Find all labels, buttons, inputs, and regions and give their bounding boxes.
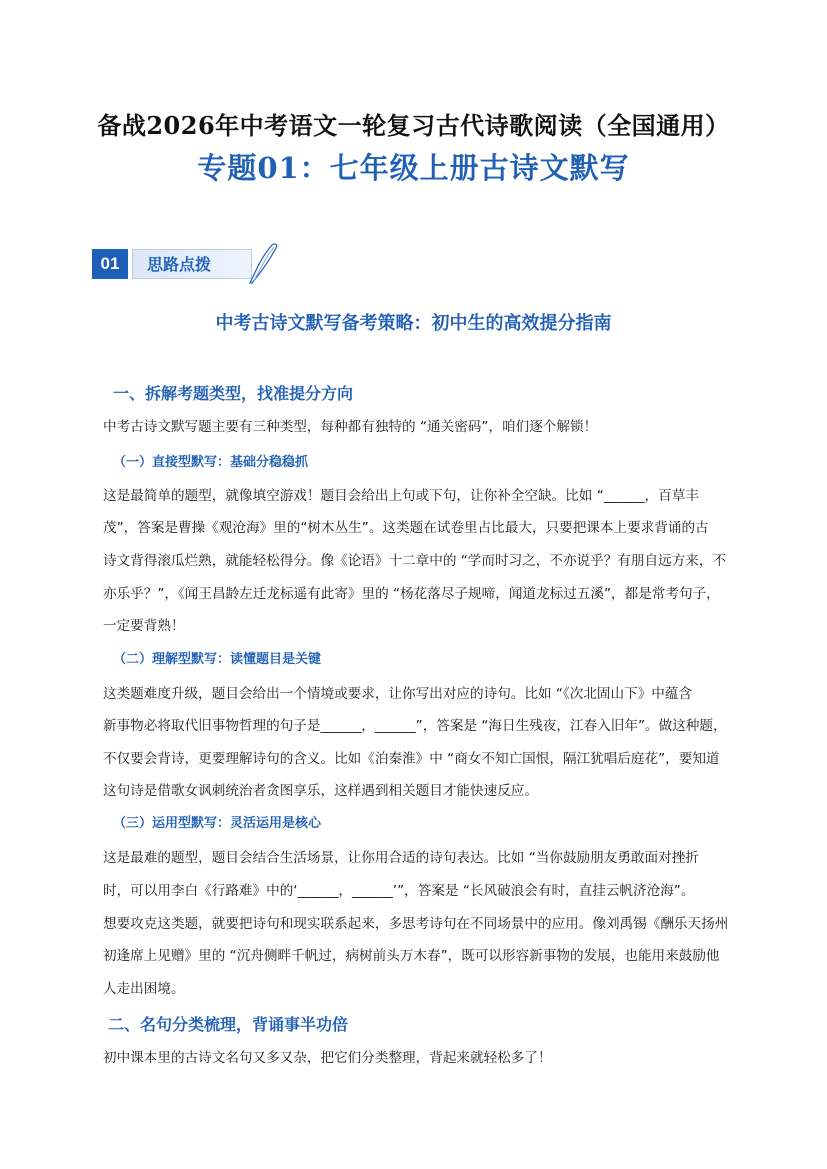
sub2-line: 这句诗是借歌女讽刺统治者贪图享乐，这样遇到相关题目才能快速反应。	[103, 783, 538, 799]
sub2-line: 新事物必将取代旧事物哲理的句子是______，______”，答案是 “海日生残夜，江春入旧年”。做这种题，	[103, 718, 727, 734]
sub1-heading: （一）直接型默写：基础分稳稳抓	[113, 455, 309, 470]
badge-number: 01	[92, 249, 128, 279]
sub1-line: 茂”，答案是曹操《观沧海》里的“树木丛生”。这类题在试卷里占比最大，只要把课本上要求背诵的古	[103, 520, 709, 536]
sub3-line: 时，可以用李白《行路难》中的‘______，______’”，答案是 “长风破浪会有时，直挂云帆济沧海”。	[103, 883, 695, 899]
sub3-line: 这是最难的题型，题目会结合生活场景，让你用合适的诗句表达。比如 “当你鼓励朋友勇敢面对挫折	[103, 850, 699, 866]
sub3-line: 想要攻克这类题，就要把诗句和现实联系起来，多思考诗句在不同场景中的应用。像刘禹锡《酬乐天扬州	[103, 916, 729, 932]
topic-title: 专题01：七年级上册古诗文默写	[197, 151, 630, 185]
section2-heading: 二、名句分类梳理，背诵事半功倍	[108, 1015, 349, 1034]
sub2-line: 这类题难度升级，题目会给出一个情境或要求，让你写出对应的诗句。比如 “《次北固山下》中蕴含	[103, 686, 693, 702]
section1-intro: 中考古诗文默写题主要有三种类型，每种都有独特的 “通关密码”，咱们逐个解锁！	[103, 419, 598, 435]
sub2-line: 不仅要会背诗，更要理解诗句的含义。比如《泊秦淮》中 “商女不知亡国恨，隔江犹唱后庭花”，要知道	[103, 751, 720, 767]
section2-intro: 初中课本里的古诗文名句又多又杂，把它们分类整理，背起来就轻松多了！	[103, 1050, 552, 1066]
sub3-line: 初逢席上见赠》里的 “沉舟侧畔千帆过，病树前头万木春”，既可以形容新事物的发展，也能用来鼓励他	[103, 948, 720, 964]
feather-decoration-icon	[242, 241, 282, 285]
sub1-line: 诗文背得滚瓜烂熟，就能轻松得分。像《论语》十二章中的 “学而时习之，不亦说乎？有朋自远方来，不	[103, 553, 727, 569]
document-title: 备战2026年中考语文一轮复习古代诗歌阅读（全国通用）	[97, 111, 730, 140]
sub1-line: 一定要背熟！	[103, 618, 185, 634]
sub1-line: 亦乐乎？”，《闻王昌龄左迁龙标遥有此寄》里的 “杨花落尽子规啼，闻道龙标过五溪”，都是常考句子，	[103, 586, 720, 602]
sub2-heading: （二）理解型默写：读懂题目是关键	[113, 652, 322, 667]
sub3-line: 人走出困境。	[103, 981, 185, 997]
sub1-line: 这是最简单的题型，就像填空游戏！题目会给出上句或下句，让你补全空缺。比如 “______，百草丰	[103, 488, 699, 504]
badge-label: 思路点拨	[132, 249, 252, 279]
section1-heading: 一、拆解考题类型，找准提分方向	[113, 384, 354, 403]
sub3-heading: （三）运用型默写：灵活运用是核心	[113, 816, 322, 831]
section-badge	[92, 243, 272, 281]
article-subtitle: 中考古诗文默写备考策略：初中生的高效提分指南	[215, 313, 612, 334]
